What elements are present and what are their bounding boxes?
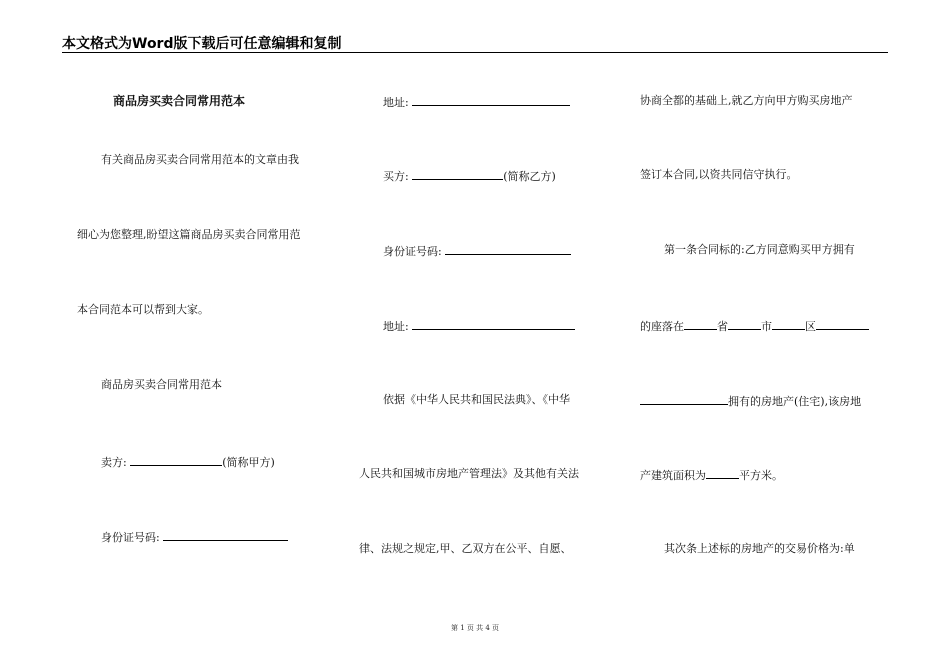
seller-id-blank bbox=[163, 529, 288, 541]
basis-line-1: 依据《中华人民共和国民法典》、《中华 bbox=[383, 393, 570, 406]
clause-line-2: 签订本合同,以资共同信守执行。 bbox=[640, 168, 798, 181]
property-line bbox=[640, 393, 861, 409]
subtitle: 商品房买卖合同常用范本 bbox=[101, 378, 222, 391]
location-line bbox=[640, 318, 869, 334]
city-label: 市 bbox=[761, 320, 772, 333]
province-label: 省 bbox=[717, 320, 728, 333]
buyer-id-line bbox=[383, 243, 571, 259]
basis-line-2: 人民共和国城市房地产管理法》及其他有关法 bbox=[359, 467, 579, 480]
buyer-address-blank bbox=[412, 318, 575, 330]
buyer-name-blank bbox=[412, 168, 503, 180]
clause-line-1: 协商全都的基础上,就乙方向甲方购买房地产 bbox=[640, 94, 853, 107]
seller-address-line bbox=[383, 94, 570, 110]
area-unit: 平方米。 bbox=[739, 469, 783, 482]
intro-line-1: 有关商品房买卖合同常用范本的文章由我 bbox=[101, 153, 299, 166]
buyer-label: 买方: bbox=[383, 170, 409, 183]
page-footer: 第 1 页 共 4 页 bbox=[450, 624, 500, 632]
property-owner-blank bbox=[640, 393, 728, 405]
buyer-line bbox=[383, 168, 556, 184]
district-label: 区 bbox=[805, 320, 816, 333]
buyer-id-label: 身份证号码: bbox=[383, 245, 442, 258]
seller-label: 卖方: bbox=[101, 456, 127, 469]
seller-name-blank bbox=[130, 454, 222, 466]
basis-line-3: 律、法规之规定,甲、乙双方在公平、自愿、 bbox=[359, 542, 572, 555]
seller-line bbox=[101, 454, 275, 470]
header-divider bbox=[62, 52, 888, 53]
area-line bbox=[640, 467, 783, 483]
buyer-suffix: (简称乙方) bbox=[503, 170, 556, 183]
location-prefix: 的座落在 bbox=[640, 320, 684, 333]
seller-address-blank bbox=[412, 94, 570, 106]
seller-id-label: 身份证号码: bbox=[101, 531, 160, 544]
seller-suffix: (简称甲方) bbox=[222, 456, 275, 469]
seller-id-line bbox=[101, 529, 288, 545]
clause-line-3: 第一条合同标的:乙方同意购买甲方拥有 bbox=[664, 243, 855, 256]
area-blank bbox=[706, 467, 739, 479]
district-blank bbox=[772, 318, 805, 330]
address-detail-blank bbox=[816, 318, 869, 330]
document-title: 商品房买卖合同常用范本 bbox=[113, 94, 246, 108]
intro-line-2: 细心为您整理,盼望这篇商品房买卖合同常用范 bbox=[77, 228, 301, 241]
intro-line-3: 本合同范本可以帮到大家。 bbox=[77, 303, 209, 316]
property-text: 拥有的房地产(住宅),该房地 bbox=[728, 395, 862, 408]
buyer-address-label: 地址: bbox=[383, 320, 409, 333]
buyer-id-blank bbox=[445, 243, 571, 255]
buyer-address-line bbox=[383, 318, 575, 334]
seller-address-label: 地址: bbox=[383, 96, 409, 109]
clause-line-7: 其次条上述标的房地产的交易价格为:单 bbox=[664, 542, 855, 555]
province-blank bbox=[684, 318, 717, 330]
document-header: 本文格式为Word版下载后可任意编辑和复制 bbox=[62, 36, 342, 52]
area-prefix: 产建筑面积为 bbox=[640, 469, 706, 482]
city-blank bbox=[728, 318, 761, 330]
